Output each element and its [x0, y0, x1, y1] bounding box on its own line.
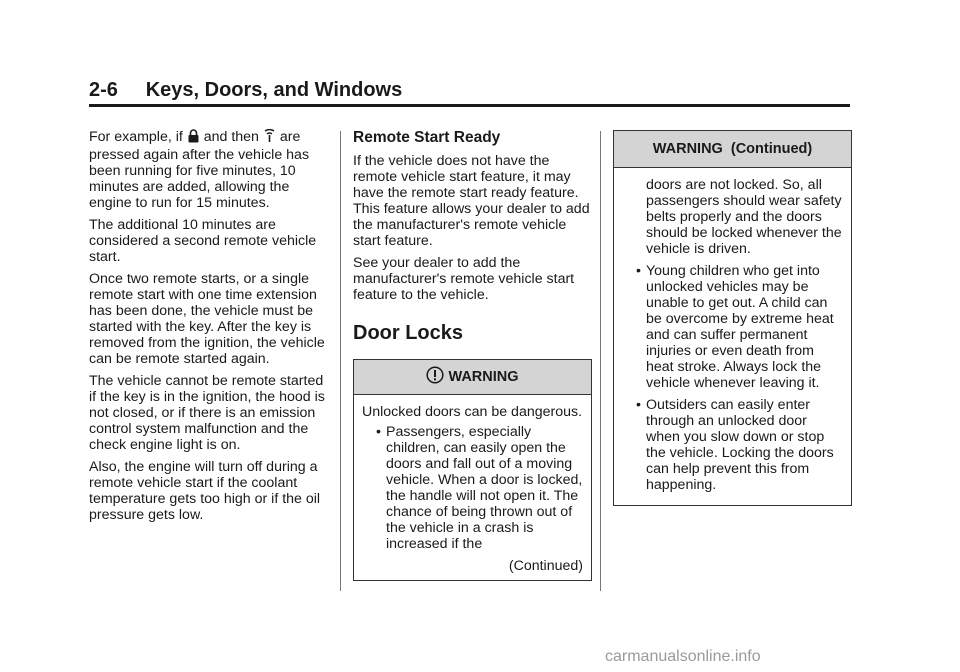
paragraph: If the vehicle does not have the remote vehicle start feature, it may have the remote start ready feature. This feature allows your dealer to add the manufacturer's remote vehicle start feature.	[353, 153, 590, 249]
warning-box	[353, 359, 592, 581]
text-fragment: pressed again after the vehicle has been running for five minutes, 10 minutes are added, allowing the engine to run for 15 minutes.	[89, 147, 310, 211]
paragraph-example	[89, 129, 334, 211]
warning-symbol-icon	[426, 366, 444, 388]
page-number: 2-6	[89, 79, 118, 101]
warning-label: WARNING (Continued)	[652, 141, 813, 157]
watermark: carmanualsonline.info	[605, 648, 761, 665]
text-fragment: For example, if	[89, 129, 187, 145]
warning-body	[354, 395, 591, 580]
list-item	[622, 263, 843, 391]
chapter-title: Keys, Doors, and Windows	[145, 79, 403, 101]
column-right	[613, 129, 851, 506]
warning-list	[622, 263, 843, 493]
warning-list	[362, 424, 583, 552]
subheading-remote-start-ready: Remote Start Ready	[353, 129, 501, 146]
bullet: •	[376, 424, 381, 440]
section-heading-door-locks: Door Locks	[353, 322, 464, 344]
paragraph: Also, the engine will turn off during a remote vehicle start if the coolant temperature gets too high or if the oil pressure gets low.	[89, 459, 321, 523]
list-item	[362, 424, 583, 552]
paragraph: The vehicle cannot be remote started if the key is in the ignition, the hood is not closed, or if there is an emission control system malfunction and the check engine light is on.	[89, 373, 325, 453]
column-middle	[353, 129, 593, 581]
warning-label: WARNING	[448, 369, 519, 385]
warning-body	[614, 168, 851, 505]
page-header	[89, 79, 849, 105]
column-left	[89, 129, 334, 529]
list-item-text: Outsiders can easily enter through an unlocked door when you slow down or stop the vehicle. Locking the doors can help prevent this from happening.	[646, 397, 834, 493]
text-fragment: are	[275, 129, 301, 145]
warning-intro: Unlocked doors can be dangerous.	[362, 404, 583, 420]
bullet: •	[636, 263, 641, 279]
paragraph: See your dealer to add the manufacturer's remote vehicle start feature to the vehicle.	[353, 255, 575, 303]
list-item-text: Young children who get into unlocked vehicles may be unable to get out. A child can be overcome by extreme heat and can suffer permanent injuries or even death from heat stroke. Always lock the vehicle whenever leaving it.	[646, 263, 834, 391]
text-fragment: and then	[199, 129, 263, 145]
bullet: •	[636, 397, 641, 413]
list-item-text: Passengers, especially children, can easily open the doors and fall out of a moving vehicle. When a door is locked, the handle will not open it. The chance of being thrown out of the vehicle in a crash is increased if the	[386, 424, 583, 552]
warning-continued-text: doors are not locked. So, all passengers should wear safety belts properly and the doors should be locked whenever the vehicle is driven.	[646, 177, 842, 257]
continued-label: (Continued)	[508, 558, 583, 574]
paragraph: The additional 10 minutes are considered a second remote vehicle start.	[89, 217, 317, 265]
remote-start-icon	[264, 129, 275, 147]
warning-header	[354, 360, 591, 395]
paragraph: Once two remote starts, or a single remote start with one time extension has been done, the vehicle must be started with the key. After the key is removed from the ignition, the vehicle can be remote started again.	[89, 271, 325, 367]
lock-button-icon	[188, 129, 199, 147]
list-item	[622, 397, 843, 493]
column-divider	[340, 131, 341, 591]
warning-box-continued	[613, 130, 852, 506]
column-divider	[600, 131, 601, 591]
header-rule	[89, 104, 850, 107]
warning-header	[614, 131, 851, 168]
page-header-title	[89, 79, 402, 102]
